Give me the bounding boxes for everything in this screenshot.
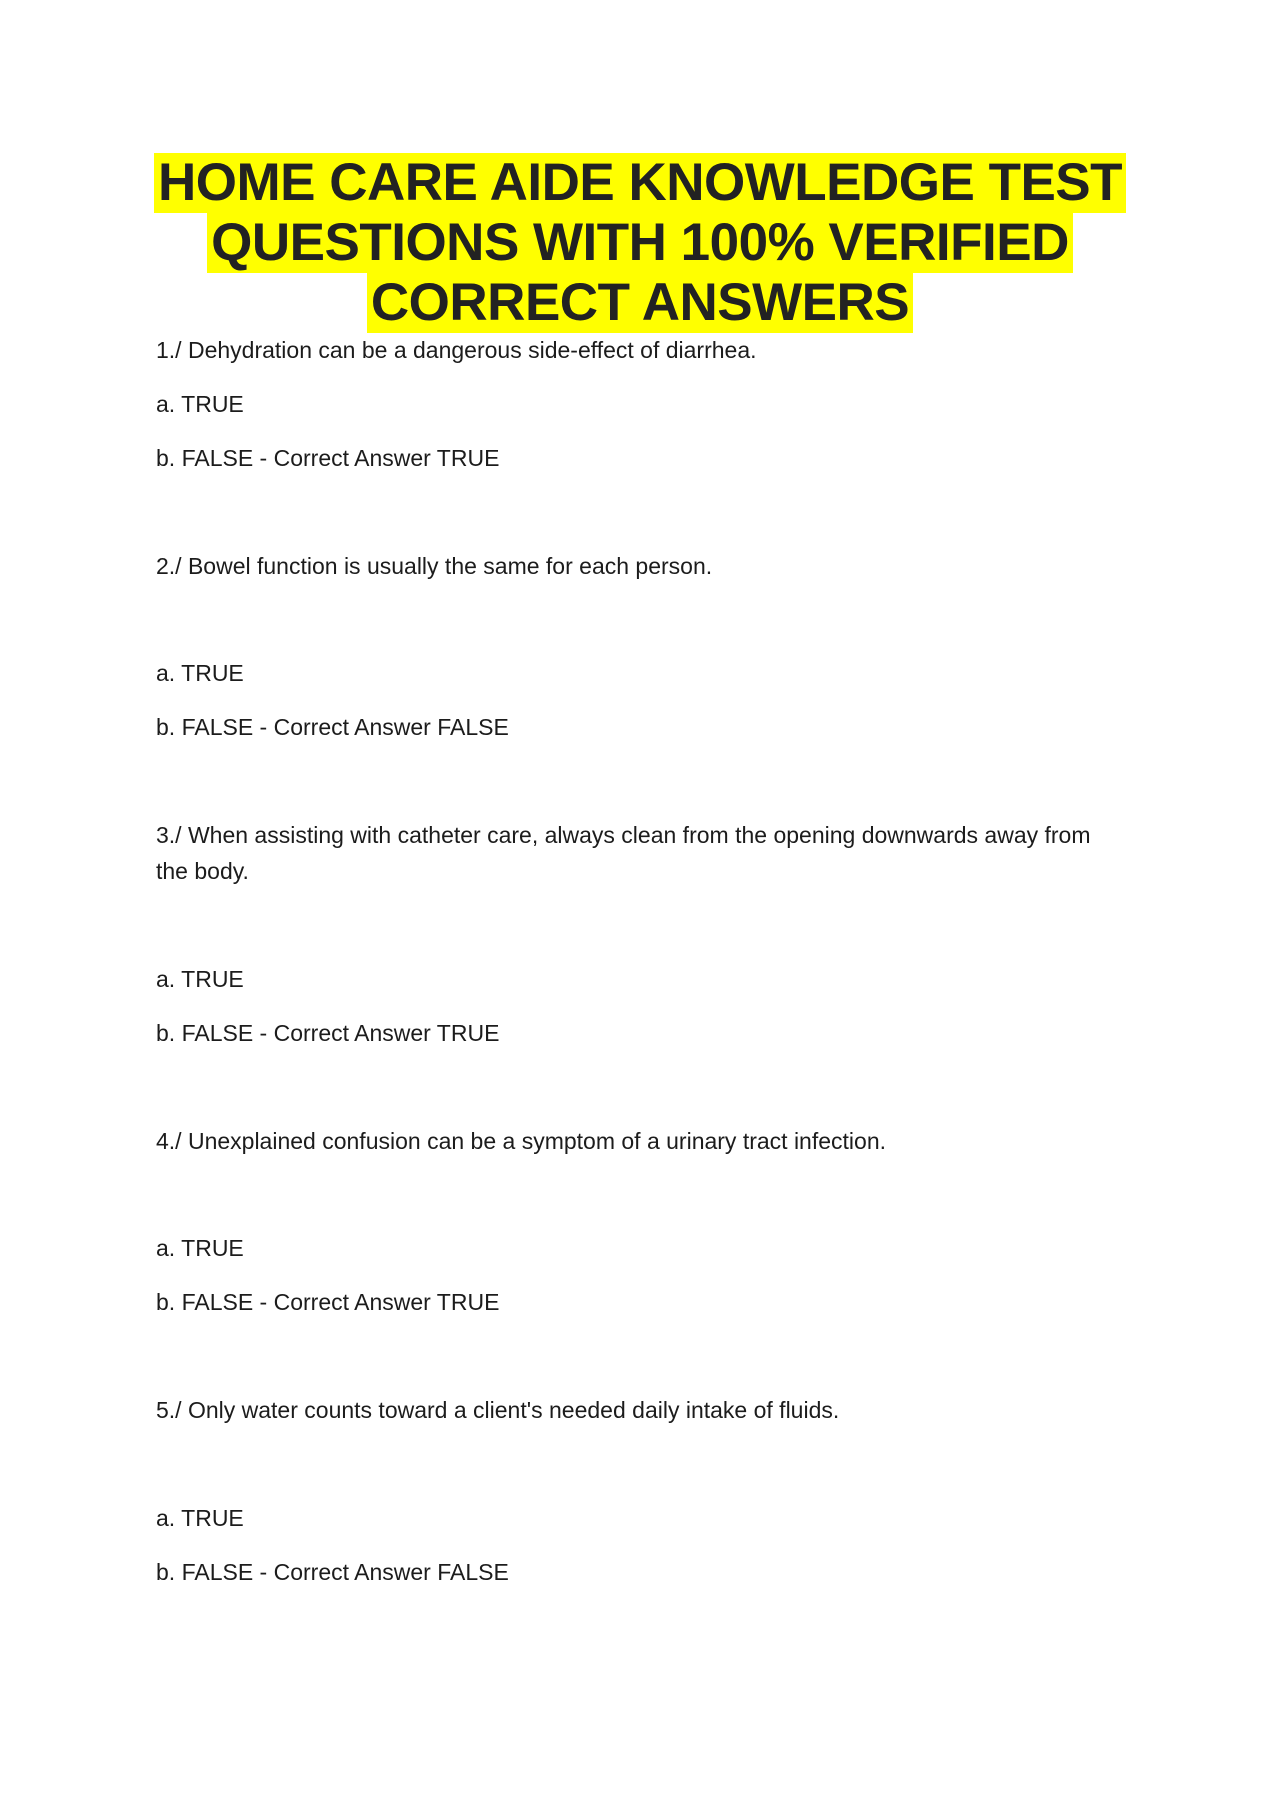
question-1-text: 1./ Dehydration can be a dangerous side-effect of diarrhea. [156, 337, 757, 363]
title-text-3: CORRECT ANSWERS [367, 273, 913, 333]
question-3-text-line-1: 3./ When assisting with catheter care, always clean from the opening downwards away from [156, 822, 1091, 848]
question-3-text-line-2: the body. [156, 858, 249, 884]
title-line-3 [150, 273, 1130, 333]
document-title [150, 153, 1130, 333]
question-2-option-b: b. FALSE - Correct Answer FALSE [156, 714, 509, 740]
question-2-option-a: a. TRUE [156, 660, 244, 686]
question-5-option-b: b. FALSE - Correct Answer FALSE [156, 1559, 509, 1585]
title-text-1: HOME CARE AIDE KNOWLEDGE TEST [154, 153, 1126, 213]
question-3-option-b: b. FALSE - Correct Answer TRUE [156, 1020, 500, 1046]
title-text-2: QUESTIONS WITH 100% VERIFIED [207, 213, 1073, 273]
question-5-option-a: a. TRUE [156, 1505, 244, 1531]
question-2-text: 2./ Bowel function is usually the same for each person. [156, 553, 713, 579]
question-1-option-a: a. TRUE [156, 391, 244, 417]
question-4-text: 4./ Unexplained confusion can be a symptom of a urinary tract infection. [156, 1128, 887, 1154]
title-line-2 [150, 213, 1130, 273]
question-3-option-a: a. TRUE [156, 966, 244, 992]
question-4-option-a: a. TRUE [156, 1235, 244, 1261]
question-1-option-b: b. FALSE - Correct Answer TRUE [156, 445, 500, 471]
question-5-text: 5./ Only water counts toward a client's needed daily intake of fluids. [156, 1397, 840, 1423]
title-line-1 [150, 153, 1130, 213]
question-4-option-b: b. FALSE - Correct Answer TRUE [156, 1289, 500, 1315]
